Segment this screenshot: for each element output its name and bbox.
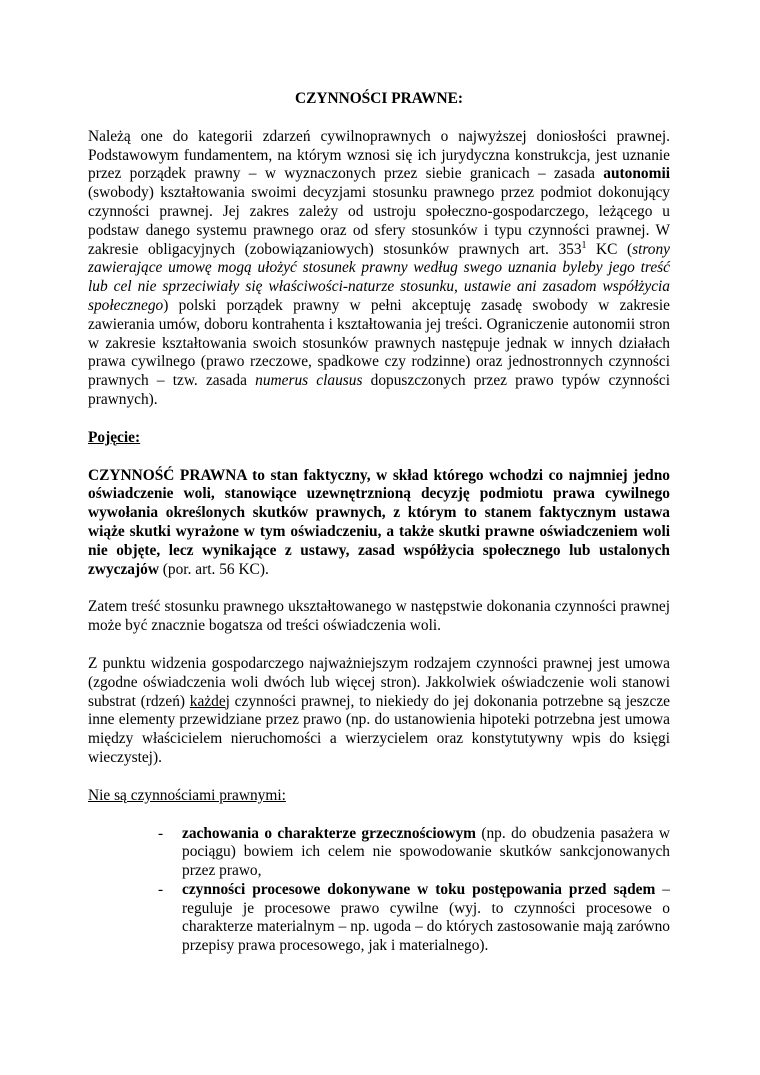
definition-paragraph [88, 467, 670, 580]
intro-text-2: (swobody) kształtowania swoimi decyzjami stosunku prawnego przez podmiot dokonujący czynności prawnej. Jej zakres zależy od ustroju społeczno-gospodarczego, leżącego u podstaw danego systemu prawnego oraz od sfery stosunków i typu czynności prawnej. W zakresie obligacyjnych (zobowiązaniowych) stosunków prawnych art. 353 [88, 184, 670, 258]
list-item [158, 881, 670, 956]
economic-paragraph [88, 655, 670, 768]
intro-text-1: Należą one do kategorii zdarzeń cywilnoprawnych o najwyższej doniosłości prawnej. Podstawowym fundamentem, na którym wznosi się ich jurydyczna konstrukcja, jest uznanie przez porządek prawny – w wyznaczonych przez siebie granicach – zasada [88, 127, 670, 183]
list-item-bold: zachowania o charakterze grzecznościowym [182, 824, 476, 842]
document-page [88, 90, 670, 956]
definition-rest: (por. art. 56 KC). [158, 560, 269, 578]
intro-paragraph [88, 128, 670, 410]
list-item-text: – reguluje je procesowe prawo cywilne (wyj. to czynności procesowe o charakterze materialnym – np. ugoda – do których zastosowanie mają zarówno przepisy prawa procesowego, jak i materialnego). [182, 880, 670, 955]
list-item-bold: czynności procesowe dokonywane w toku postępowania przed sądem [182, 880, 656, 898]
dash-bullet: - [158, 824, 164, 842]
content-paragraph: Zatem treść stosunku prawnego ukształtowanego w następstwie dokonania czynności prawnej może być znacznie bogatsza od treści oświadczenia woli. [88, 598, 670, 635]
intro-text-3: KC ( [586, 240, 633, 258]
not-acts-heading: Nie są czynnościami prawnymi: [88, 786, 286, 804]
intro-italic-term: numerus clausus [255, 372, 363, 390]
concept-heading: Pojęcie: [88, 428, 141, 446]
intro-bold-autonomy: autonomii [603, 165, 670, 183]
dash-bullet: - [158, 880, 164, 898]
list-item-text: (np. do obudzenia pasażera w pociągu) bowiem ich celem nie spowodowanie skutków sankcjonowanych przez prawo, [182, 824, 670, 880]
list-item [158, 825, 670, 881]
page-title: CZYNNOŚCI PRAWNE: [294, 90, 464, 107]
definition-bold: CZYNNOŚĆ PRAWNA to stan faktyczny, w skład którego wchodzi co najmniej jedno oświadczenie woli, stanowiące uzewnętrznioną decyzję podmiotu prawa cywilnego wywołania określonych skutków prawnych, z którym to stanem faktycznym ustawa wiąże skutki wyrażone w tym oświadczeniu, a także skutki prawne oświadczeniem woli nie objęte, lecz wynikające z ustawy, zasad współżycia społecznego lub ustalonych zwyczajów [88, 466, 670, 578]
intro-italic-quote: strony zawierające umowę mogą ułożyć stosunek prawny według swego uznania byleby jego treść lub cel nie sprzeciwiały się właściwości-naturze stosunku, ustawie ani zasadom współżycia społecznego [88, 240, 671, 314]
intro-text-5: dopuszczonych przez prawo typów czynności prawnych). [88, 372, 670, 408]
economic-underlined-word: każdej [189, 692, 230, 710]
not-acts-list [88, 825, 670, 957]
intro-superscript: 1 [581, 239, 587, 251]
economic-text-1: Z punktu widzenia gospodarczego najważniejszym rodzajem czynności prawnej jest umowa (zgodne oświadczenia woli dwóch lub więcej stron). Jakkolwiek oświadczenie woli stanowi substrat (rdzeń) [88, 654, 670, 710]
economic-text-2: czynności prawnej, to niekiedy do jej dokonania potrzebne są jeszcze inne elementy przewidziane przez prawo (np. do ustanowienia hipoteki potrzebna jest umowa między właścicielem nieruchomości a wierzycielem oraz konstytutywny wpis do księgi wieczystej). [88, 692, 670, 766]
intro-text-4: ) polski porządek prawny w pełni akceptuję zasadę swobody w zakresie zawierania umów, doboru kontrahenta i kształtowania jej treści. Ograniczenie autonomii stron w zakresie kształtowania swoich stosunków prawnych następuje jednak w innych działach prawa cywilnego (prawo rzeczowe, spadkowe czy rodzinne) oraz jednostronnych czynności prawnych – tzw. zasada [88, 296, 670, 390]
